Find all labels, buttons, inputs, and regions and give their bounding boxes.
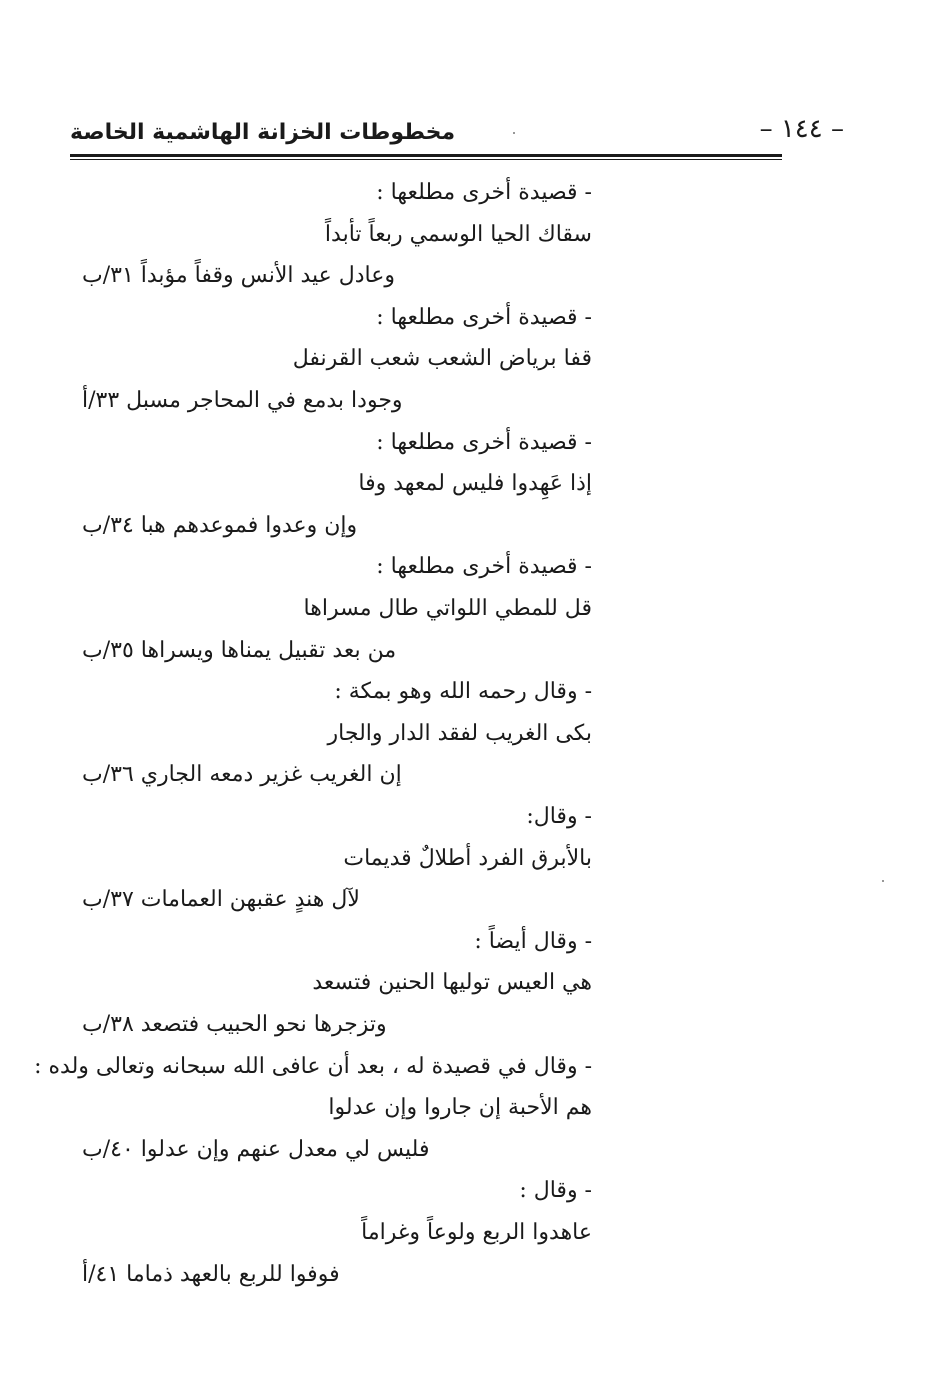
verse-second-hemistich: فوفوا للربع بالعهد ذماما ٤١/أ [82,1261,340,1287]
verse-second-hemistich: من بعد تقبيل يمناها ويسراها ٣٥/ب [82,637,397,663]
header-rule [70,154,782,157]
verse-second-hemistich: فليس لي معدل عنهم وإن عدلوا ٤٠/ب [82,1136,430,1162]
entry-heading: - وقال أيضاً : [474,928,592,954]
verse-first-hemistich: عاهدوا الربع ولوعاً وغراماً [361,1220,592,1245]
page-number: – ١٤٤ – [759,114,844,144]
verse-first-hemistich: هم الأحبة إن جاروا وإن عدلوا [328,1095,592,1121]
header-rule-thin [70,159,782,160]
entry-heading: - قصيدة أخرى مطلعها : [376,429,592,455]
entry-heading: - قصيدة أخرى مطلعها : [376,180,592,205]
verse-first-hemistich: إذا عَهِدوا فليس لمعهد وفا [358,471,592,497]
verse-second-hemistich: وإن وعدوا فموعدهم هبا ٣٤/ب [82,512,358,538]
scan-speck [513,132,515,134]
verse-first-hemistich: هي العيس توليها الحنين فتسعد [312,970,592,996]
verse-second-hemistich: وعادل عيد الأنس وقفاً مؤبداً ٣١/ب [82,263,396,289]
verse-second-hemistich: لآل هندٍ عقبهن العمامات ٣٧/ب [82,887,360,913]
verse-first-hemistich: قل للمطي اللواتي طال مسراها [303,596,592,621]
verse-first-hemistich: قفا برياض الشعب شعب القرنفل [292,346,592,372]
entry-heading: - قصيدة أخرى مطلعها : [376,304,592,330]
entry-heading: - وقال : [519,1178,592,1204]
entry-heading: - وقال: [526,804,592,829]
verse-first-hemistich: بالأبرق الفرد أطلالٌ قديمات [343,845,592,871]
verse-first-hemistich: بكى الغريب لفقد الدار والجار [327,720,592,746]
entry-heading: - قصيدة أخرى مطلعها : [376,554,592,580]
verse-second-hemistich: وتزجرها نحو الحبيب فتصعد ٣٨/ب [82,1012,387,1037]
page-header [70,110,844,150]
entry-heading: - وقال رحمه الله وهو بمكة : [334,679,592,705]
verse-second-hemistich: وجودا بدمع في المحاجر مسبل ٣٣/أ [82,388,403,413]
verse-second-hemistich: إن الغريب غزير دمعه الجاري ٣٦/ب [82,762,402,788]
verse-first-hemistich: سقاك الحيا الوسمي ربعاً تأبداً [324,221,592,247]
entry-heading: - وقال في قصيدة له ، بعد أن عافى الله سبحانه وتعالى ولده : [34,1053,592,1079]
scan-speck [882,880,884,882]
running-title: مخطوطات الخزانة الهاشمية الخاصة [70,120,456,145]
